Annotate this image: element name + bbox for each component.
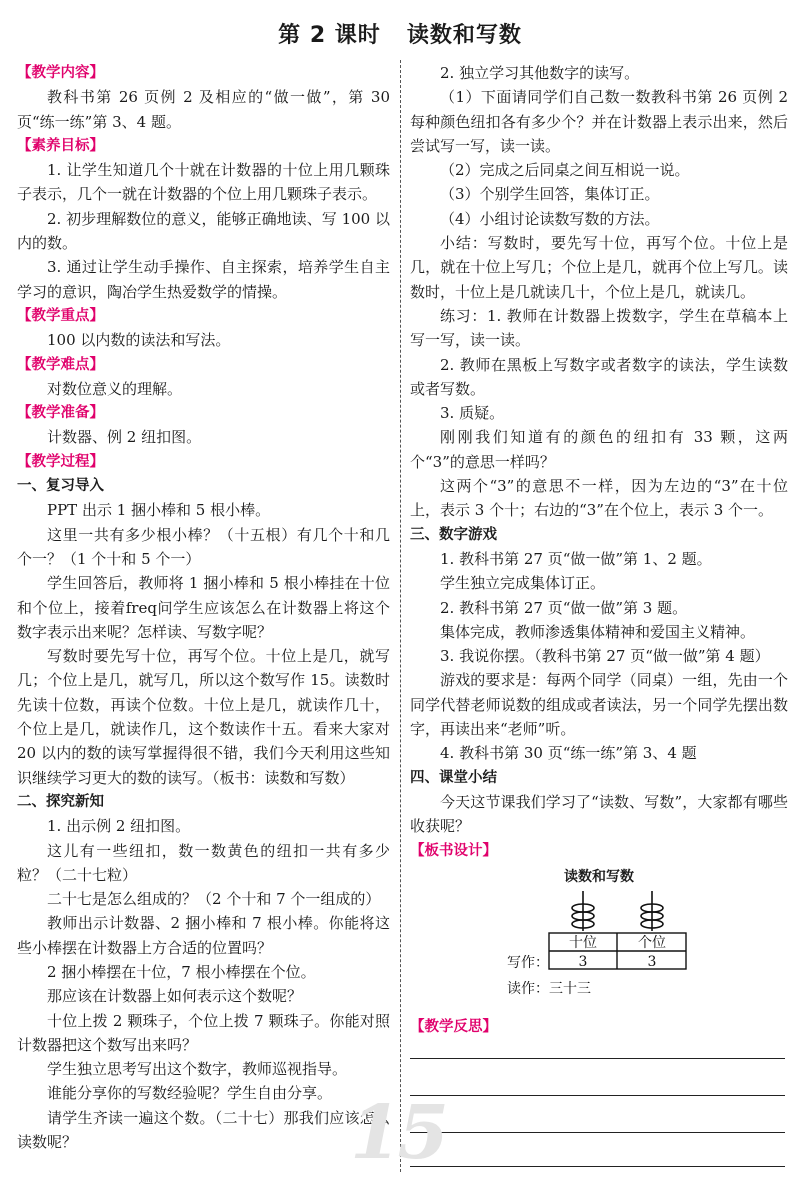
paragraph: 这里一共有多少根小棒？（十五根）有几个十和几个一？（1 个十和 5 个一） [17, 525, 390, 568]
paragraph: （1）下面请同学们自己数一数教科书第 26 页例 2 每种颜色纽扣各有多少个？并在计数器上表示出来，然后尝试写一写，读一读。 [410, 88, 788, 155]
paragraph: 教科书第 26 页例 2 及相应的“做一做”，第 30 页“练一练”第 3、4 题。 [17, 88, 390, 131]
abacus-diagram [410, 863, 788, 1015]
paragraph: 2 捆小棒摆在十位，7 根小棒摆在个位。 [47, 962, 316, 981]
section-tag: 【教学过程】 [17, 453, 104, 470]
paragraph: 十位上拨 2 颗珠子，个位上拨 7 颗珠子。你能对照计数器把这个数写出来吗？ [17, 1011, 390, 1054]
paragraph: 3. 通过让学生动手操作、自主探索，培养学生自主学习的意识，陶冶学生热爱数学的情操。 [17, 258, 390, 301]
board-title: 读数和写数 [564, 868, 634, 885]
paragraph: 写数时要先写十位，再写个位。十位上是几，就写几；个位上是几，就写几，所以这个数写作 15。读数时先读十位数，再读个位数。十位上是几，就读作几十，个位上是几，就读作几，这个数读作十五。看来大家对 20 以内的数的读写掌握得很不错，我们今天利用这些知识继续学习更大的数的读写。（板书：读数和写数） [17, 647, 390, 787]
section-tag: 【教学反思】 [410, 1018, 497, 1035]
page-title [0, 18, 800, 49]
lesson-number: 第 2 课时 [278, 23, 381, 48]
paragraph: 这两个“3”的意思不一样，因为左边的“3”在十位上，表示 3 个十；右边的“3”在个位上，表示 3 个一。 [410, 477, 788, 520]
paragraph: 教师出示计数器、2 捆小棒和 7 根小棒。你能将这些小棒摆在计数器上方合适的位置吗？ [17, 914, 390, 957]
lesson-name: 读数和写数 [406, 23, 522, 48]
paragraph: 4. 教科书第 30 页“练一练”第 3、4 题 [440, 744, 697, 763]
paragraph: 计数器、例 2 纽扣图。 [47, 428, 202, 447]
section-tag: 【教学准备】 [17, 405, 104, 422]
section-heading: 一、复习导入 [17, 478, 104, 495]
paragraph: 那应该在计数器上如何表示这个数呢？ [47, 987, 303, 1006]
paragraph: 集体完成，教师渗透集体精神和爱国主义精神。 [440, 622, 756, 641]
read-label: 读作：三十三 [507, 980, 591, 997]
paragraph: （2）完成之后同桌之间互相说一说。 [440, 161, 690, 180]
paragraph: 对数位意义的理解。 [47, 379, 183, 398]
section-tag: 【板书设计】 [410, 842, 497, 859]
paragraph: 游戏的要求是：每两个同学（同桌）一组，先由一个同学代替老师说数的组成或者读法，另一个同学先摆出数字，再读出来“老师”听。 [410, 671, 788, 739]
paragraph: 1. 让学生知道几个十就在计数器的十位上用几颗珠子表示，几个一就在计数器的个位上用几颗珠子表示。 [17, 161, 390, 204]
paragraph: 2. 教科书第 27 页“做一做”第 3 题。 [440, 598, 688, 617]
paragraph: 今天这节课我们学习了“读数、写数”，大家都有哪些收获呢？ [410, 792, 788, 836]
paragraph: 学生回答后，教师将 1 捆小棒和 5 根小棒挂在十位和个位上，接着freq问学生应该怎么在计数器上将这个数字表示出来呢？怎样读、写数字呢？ [17, 574, 390, 641]
place-label-tens: 十位 [569, 934, 597, 951]
written-digit-ones: 3 [647, 953, 657, 970]
paragraph: 2. 初步理解数位的意义，能够正确地读、写 100 以内的数。 [17, 209, 390, 253]
paragraph: 1. 教科书第 27 页“做一做”第 1、2 题。 [440, 549, 712, 568]
paragraph: 谁能分享你的写数经验呢？学生自由分享。 [47, 1084, 333, 1103]
paragraph: （3）个别学生回答，集体订正。 [440, 185, 660, 204]
paragraph: 这儿有一些纽扣，数一数黄色的纽扣一共有多少粒？（二十七粒） [17, 841, 390, 884]
paragraph: 2. 独立学习其他数字的读写。 [440, 64, 640, 82]
section-heading: 四、课堂小结 [410, 769, 497, 786]
reflection-line-4 [410, 1166, 785, 1167]
paragraph: 小结：写数时，要先写十位，再写个位。十位上是几，就在十位上写几；个位上是几，就再个位上写几。读数时，十位上是几就读几十，个位上是几，就读几。 [410, 234, 788, 301]
left-column [17, 61, 390, 1154]
section-tag: 【教学重点】 [17, 307, 104, 324]
section-tag: 【教学难点】 [17, 356, 104, 373]
paragraph: 请学生齐读一遍这个数。（二十七）那我们应该怎么读数呢？ [17, 1108, 390, 1152]
board-design [410, 863, 788, 1015]
paragraph: PPT 出示 1 捆小棒和 5 根小棒。 [47, 501, 271, 520]
write-label: 写作： [507, 954, 549, 971]
paragraph: 2. 教师在黑板上写数字或者数字的读法，学生读数或者写数。 [410, 355, 788, 398]
paragraph: （4）小组讨论读数写数的方法。 [440, 209, 660, 228]
paragraph: 学生独立思考写出这个数字，教师巡视指导。 [47, 1060, 348, 1079]
paragraph: 1. 出示例 2 纽扣图。 [47, 817, 191, 836]
reflection-line-1 [410, 1058, 785, 1059]
paragraph: 3. 我说你摆。（教科书第 27 页“做一做”第 4 题） [440, 647, 770, 666]
section-tag: 【教学内容】 [17, 65, 104, 81]
right-column [410, 61, 788, 1039]
section-heading: 二、探究新知 [17, 793, 104, 810]
written-digit-tens: 3 [578, 953, 588, 970]
section-tag: 【素养目标】 [17, 137, 104, 154]
reflection-line-2 [410, 1095, 785, 1096]
paragraph: 二十七是怎么组成的？（2 个十和 7 个一组成的） [47, 890, 381, 909]
page-number: 15 [350, 1090, 445, 1176]
paragraph: 刚刚我们知道有的颜色的纽扣有 33 颗，这两个“3”的意思一样吗？ [410, 428, 788, 471]
place-label-ones: 个位 [638, 934, 666, 951]
paragraph: 学生独立完成集体订正。 [440, 574, 606, 593]
paragraph: 3. 质疑。 [440, 404, 505, 423]
section-heading: 三、数字游戏 [410, 526, 497, 543]
reflection-line-3 [410, 1132, 785, 1133]
paragraph: 100 以内数的读法和写法。 [47, 331, 231, 350]
column-divider [400, 60, 401, 1172]
paragraph: 练习：1. 教师在计数器上拨数字，学生在草稿本上写一写，读一读。 [410, 306, 788, 350]
